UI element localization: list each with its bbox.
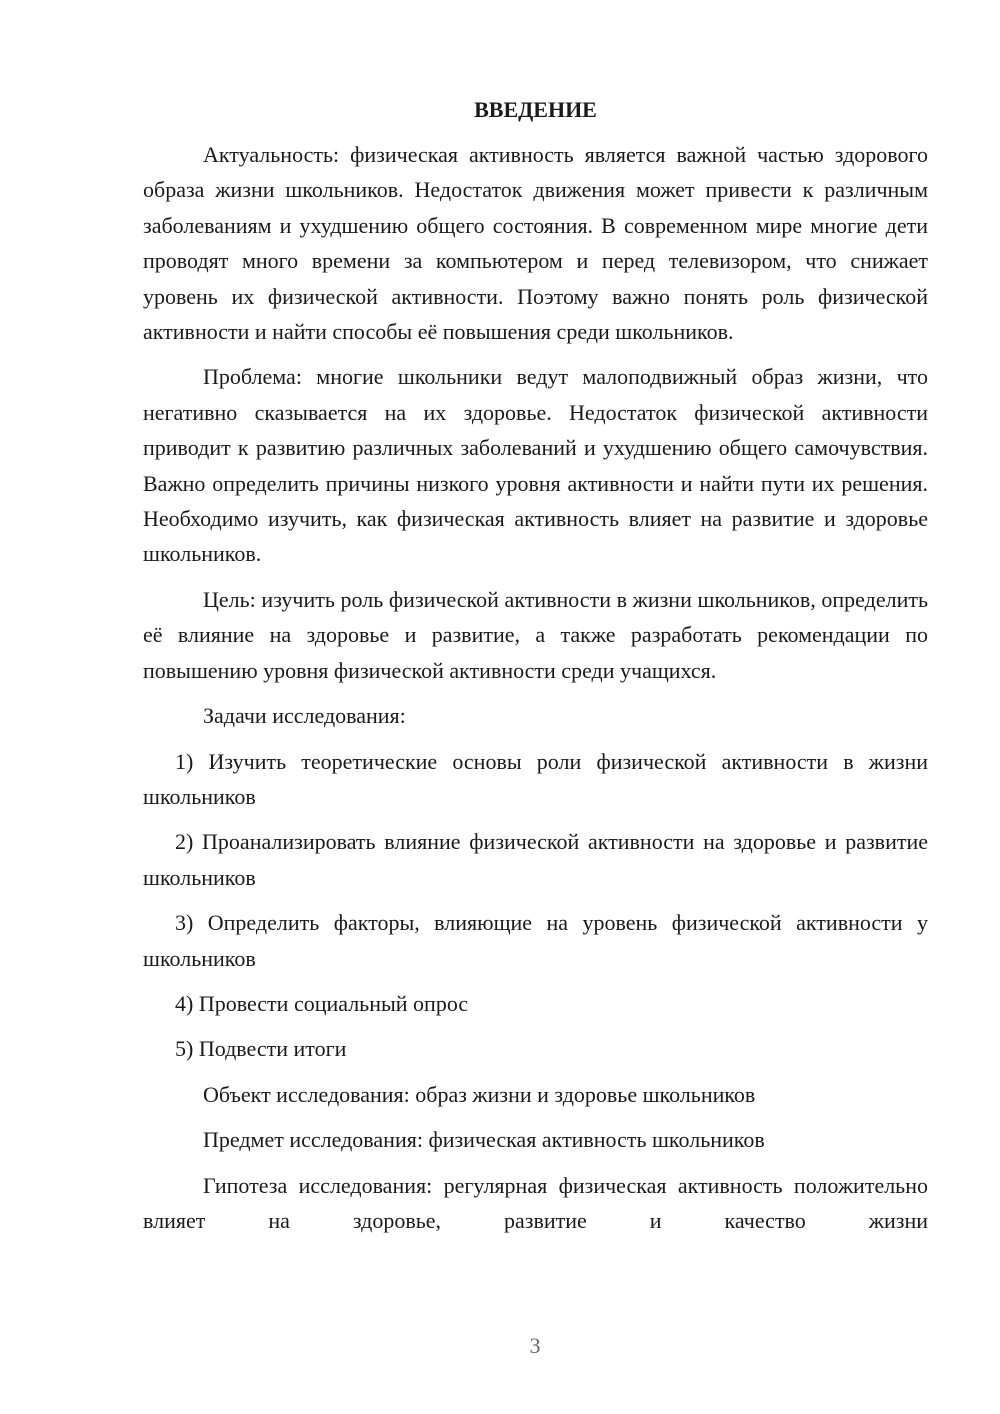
section-title: ВВЕДЕНИЕ <box>474 97 597 122</box>
subject-paragraph: Предмет исследования: физическая активность школьников <box>203 1127 765 1153</box>
problem-paragraph: Проблема: многие школьники ведут малоподвижный образ жизни, что негативно сказывается на их здоровье. Недостаток физической активности приводит к развитию различных заболеваний и ухудшению общего самочувствия. Важно определить причины низкого уровня активности и найти пути их решения. Необходимо изучить, как физическая активность влияет на развитие и здоровье школьников. <box>143 364 928 567</box>
hypothesis-paragraph: Гипотеза исследования: регулярная физическая активность положительно влияет на здоровье, развитие и качество жизни <box>143 1172 928 1233</box>
document-page <box>143 95 928 1238</box>
task-item: 3) Определить факторы, влияющие на уровень физической активности у школьников <box>143 910 928 971</box>
page-number: 3 <box>529 1333 541 1358</box>
tasks-heading: Задачи исследования: <box>203 703 406 729</box>
task-item: 4) Провести социальный опрос <box>175 990 469 1016</box>
object-paragraph: Объект исследования: образ жизни и здоровье школьников <box>203 1081 756 1107</box>
goal-paragraph: Цель: изучить роль физической активности в жизни школьников, определить её влияние на здоровье и развитие, а также разработать рекомендации по повышению уровня физической активности среди учащихся. <box>143 586 928 683</box>
task-item: 2) Проанализировать влияние физической активности на здоровье и развитие школьников <box>143 829 928 890</box>
task-item: 5) Подвести итоги <box>175 1036 347 1062</box>
task-item: 1) Изучить теоретические основы роли физической активности в жизни школьников <box>143 748 928 809</box>
relevance-paragraph: Актуальность: физическая активность является важной частью здорового образа жизни школьников. Недостаток движения может привести к различным заболеваниям и ухудшению общего состояния. В современном мире многие дети проводят много времени за компьютером и перед телевизором, что снижает уровень их физической активности. Поэтому важно понять роль физической активности и найти способы её повышения среди школьников. <box>143 142 928 345</box>
